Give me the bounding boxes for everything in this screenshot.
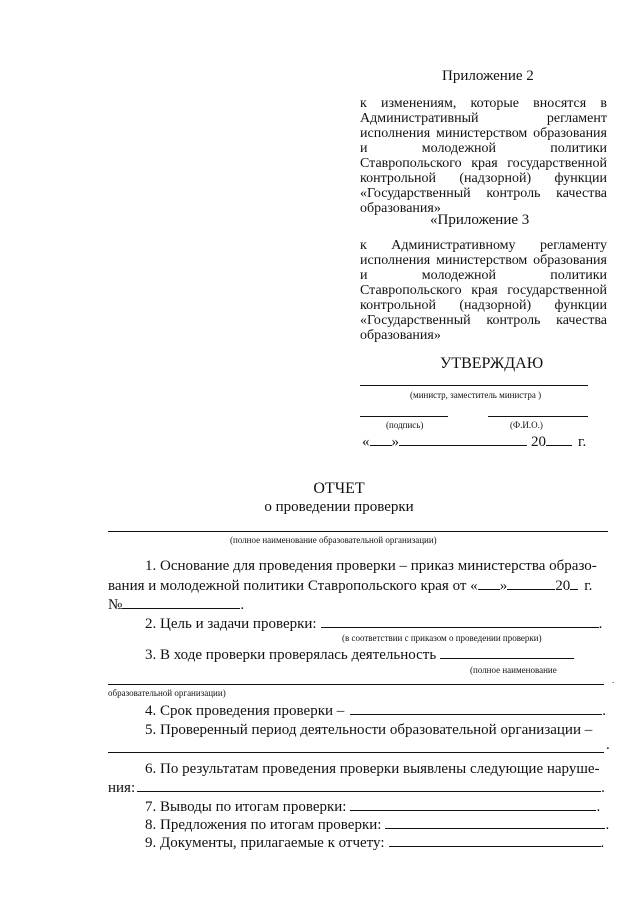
item-3 xyxy=(145,645,574,664)
item-1-month-blank xyxy=(507,576,555,590)
item-9 xyxy=(145,833,604,852)
item-5-dot: . xyxy=(606,737,610,753)
item-6-dot: . xyxy=(601,780,605,796)
item-3-blank-line-2 xyxy=(108,684,604,685)
report-title: ОТЧЕТ xyxy=(313,480,365,497)
item-2 xyxy=(145,614,602,633)
org-name-caption: (полное наименование образовательной организации) xyxy=(230,535,437,545)
item-3-caption: (полное наименование xyxy=(470,665,557,675)
item-9-label: 9. Документы, прилагаемые к отчету: xyxy=(145,835,385,851)
signature-line xyxy=(360,416,448,417)
approval-date xyxy=(362,432,586,451)
item-1-end-dot: . xyxy=(240,597,245,613)
item-7-blank xyxy=(350,797,596,811)
approval-heading: УТВЕРЖДАЮ xyxy=(440,355,544,372)
item-7 xyxy=(145,797,600,816)
report-subtitle: о проведении проверки xyxy=(264,499,414,515)
item-2-dot: . xyxy=(598,616,603,632)
item-8 xyxy=(145,815,609,834)
item-1-line-2 xyxy=(108,576,592,595)
item-1-day-blank xyxy=(478,576,500,590)
item-2-label: 2. Цель и задачи проверки: xyxy=(145,616,317,632)
org-name-line xyxy=(108,531,608,532)
item-7-label: 7. Выводы по итогам проверки: xyxy=(145,799,347,815)
date-year-blank xyxy=(546,432,572,446)
item-1-number-blank xyxy=(122,595,240,609)
date-open-quote: « xyxy=(362,434,370,450)
date-month-blank xyxy=(399,432,527,446)
item-6-line-2 xyxy=(108,778,605,797)
item-6-blank xyxy=(137,778,601,792)
item-4-label: 4. Срок проведения проверки – xyxy=(145,703,345,719)
minister-signature-line xyxy=(360,385,588,386)
date-year-suffix: г. xyxy=(578,434,587,450)
appendix-3-title: «Приложение 3 xyxy=(430,212,530,228)
item-6-line-1: 6. По результатам проведения проверки выявлены следующие наруше- xyxy=(145,761,600,777)
item-1-date-text: вания и молодежной политики Ставропольского края от « xyxy=(108,578,478,594)
appendix-2-title: Приложение 2 xyxy=(442,68,534,84)
item-3-caption-2: образовательной организации) xyxy=(108,688,226,698)
item-8-label: 8. Предложения по итогам проверки: xyxy=(145,817,382,833)
item-9-dot: . xyxy=(600,835,605,851)
item-2-caption: (в соответствии с приказом о проведении проверки) xyxy=(342,633,542,643)
item-9-blank xyxy=(389,833,601,847)
item-5-blank-line xyxy=(108,752,604,753)
item-1-number-sign: № xyxy=(108,597,123,613)
fio-caption: (Ф.И.О.) xyxy=(510,420,543,430)
item-2-blank xyxy=(321,614,599,628)
date-close-quote: » xyxy=(391,434,399,450)
date-day-blank xyxy=(370,432,392,446)
item-6-label: ния: xyxy=(108,780,136,796)
item-3-dot: . xyxy=(612,675,615,685)
appendix-3-text: к Административному регламенту исполнения министерством образования и молодежной политики Ставропольского края государственной контрольной (надзорной) функции «Государственный контроль качества образования» xyxy=(360,238,607,343)
item-1-line-1: 1. Основание для проведения проверки – приказ министерства образо- xyxy=(145,558,597,574)
minister-caption: (министр, заместитель министра ) xyxy=(410,390,542,400)
item-3-blank xyxy=(440,645,574,659)
date-year-prefix: 20 xyxy=(531,434,546,450)
item-3-label: 3. В ходе проверки проверялась деятельность xyxy=(145,647,437,663)
item-4-blank xyxy=(350,701,602,715)
item-1-year-prefix: 20 xyxy=(555,578,571,594)
item-4-dot: . xyxy=(602,703,607,719)
item-1-number xyxy=(108,595,244,614)
fio-line xyxy=(488,416,588,417)
item-8-dot: . xyxy=(605,817,610,833)
item-4 xyxy=(145,701,606,720)
item-8-blank xyxy=(385,815,605,829)
signature-caption: (подпись) xyxy=(386,420,424,430)
item-5: 5. Проверенный период деятельности образовательной организации – xyxy=(145,722,593,738)
item-1-year-suffix: г. xyxy=(584,578,593,594)
item-1-year-blank xyxy=(570,576,578,590)
item-1-quote-close: » xyxy=(499,578,508,594)
appendix-2-text: к изменениям, которые вносятся в Административный регламент исполнения министерством образования и молодежной политики Ставропольского края государственной контрольной (надзорной) функции «Государственный контроль качества образования» xyxy=(360,96,607,216)
item-7-dot: . xyxy=(596,799,601,815)
